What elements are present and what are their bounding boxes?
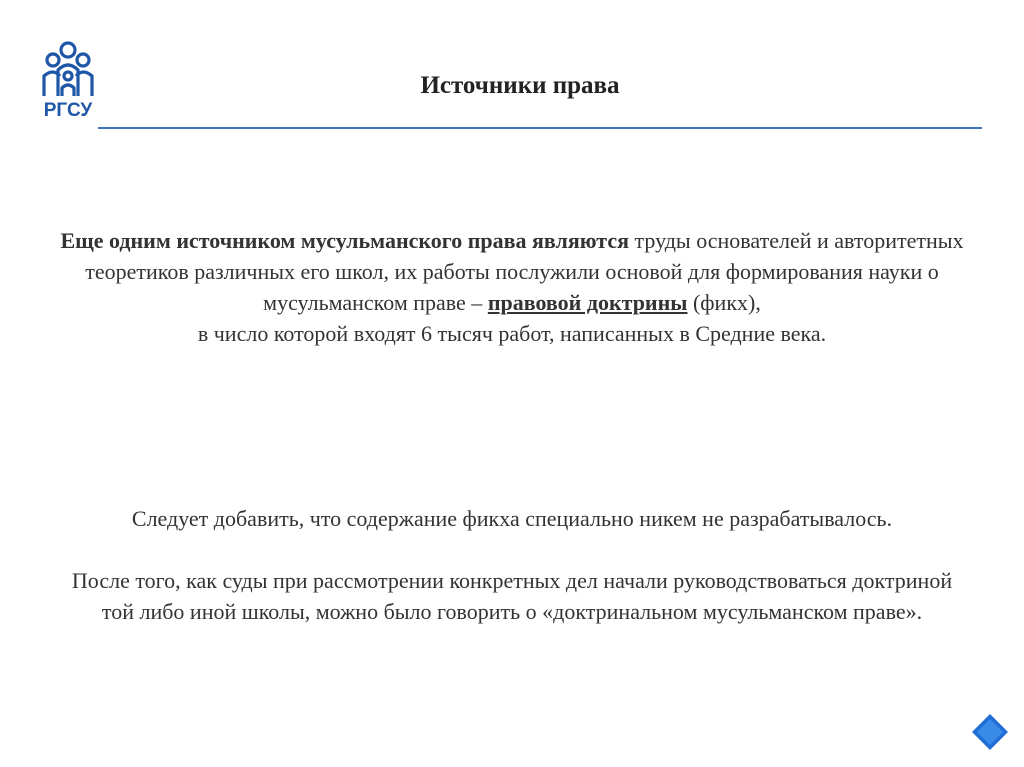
paragraph-doctrinal-law: После того, как суды при рассмотрении конкретных дел начали руководствоваться доктриной той либо иной школы, можно было говорить о «доктринальном мусульманском праве». [71, 568, 953, 624]
logo-text: РГСУ [43, 100, 93, 121]
paragraph-sources [60, 225, 964, 349]
paragraph-fiqh-note: Следует добавить, что содержание фикха специально никем не разрабатывалось. [131, 506, 893, 531]
title-divider [98, 127, 982, 129]
page-title: Источники права [420, 72, 620, 99]
rgsu-logo [38, 40, 98, 124]
paragraph-text-a: труды основателей и авторитетных теоретиков различных его школ, их работы послужили основой для формирования науки о мусульманском праве – [85, 228, 964, 315]
next-slide-button[interactable] [970, 712, 1010, 752]
diamond-nav-icon [970, 712, 1010, 752]
paragraph-lead: Еще одним источником мусульманского права являются [60, 228, 630, 253]
paragraph-text-b: (фикх), [687, 290, 761, 315]
paragraph-text-c: в число которой входят 6 тысяч работ, написанных в Средние века. [197, 321, 827, 346]
people-group-icon [38, 40, 98, 98]
doctrine-term: правовой доктрины [487, 290, 688, 315]
